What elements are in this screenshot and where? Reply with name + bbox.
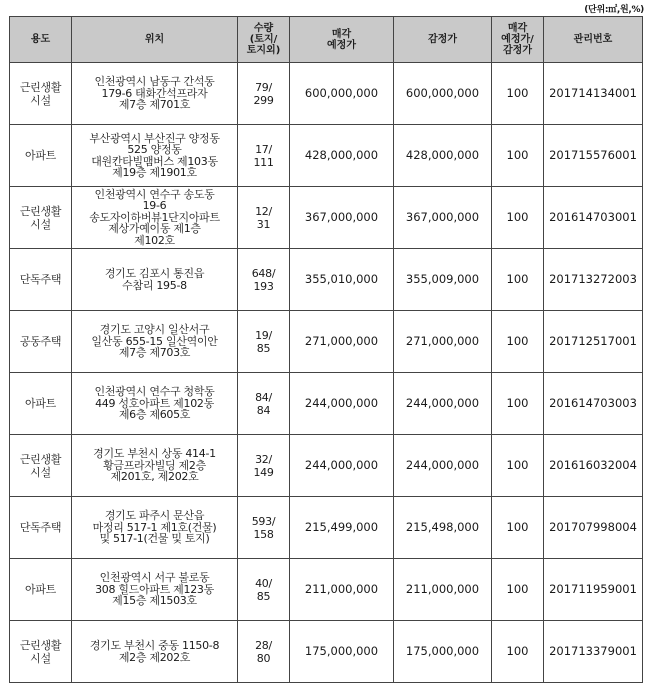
appraisal-cell: 175,000,000: [394, 621, 492, 683]
sale-price-cell: 271,000,000: [290, 311, 394, 373]
usage-cell: 근린생활 시설: [10, 63, 72, 125]
quantity-cell: 28/ 80: [238, 621, 290, 683]
header-row: [10, 17, 643, 63]
code-cell: 201707998004: [544, 497, 643, 559]
ratio-cell: 100: [492, 187, 544, 249]
quantity-cell: 648/ 193: [238, 249, 290, 311]
location-cell: 부산광역시 부산진구 양정동 525 양정동 대원칸타빌맴버스 제103동 제19층 제1901호: [72, 125, 238, 187]
sale-price-cell: 244,000,000: [290, 373, 394, 435]
ratio-cell: 100: [492, 621, 544, 683]
quantity-cell: 17/ 111: [238, 125, 290, 187]
table-row: [10, 435, 643, 497]
usage-cell: 아파트: [10, 373, 72, 435]
header-location: 위치: [72, 17, 238, 63]
header-sale-price: 매각 예정가: [290, 17, 394, 63]
sale-price-cell: 428,000,000: [290, 125, 394, 187]
quantity-cell: 12/ 31: [238, 187, 290, 249]
usage-cell: 근린생활 시설: [10, 435, 72, 497]
table-row: [10, 373, 643, 435]
sale-price-cell: 244,000,000: [290, 435, 394, 497]
quantity-cell: 593/ 158: [238, 497, 290, 559]
usage-cell: 아파트: [10, 559, 72, 621]
sale-price-cell: 215,499,000: [290, 497, 394, 559]
ratio-cell: 100: [492, 63, 544, 125]
code-cell: 201614703003: [544, 373, 643, 435]
location-cell: 경기도 파주시 문산읍 마정리 517-1 제1호(건물) 및 517-1(건물 및 토지): [72, 497, 238, 559]
appraisal-cell: 271,000,000: [394, 311, 492, 373]
usage-cell: 아파트: [10, 125, 72, 187]
header-usage: 용도: [10, 17, 72, 63]
usage-cell: 단독주택: [10, 249, 72, 311]
appraisal-cell: 244,000,000: [394, 435, 492, 497]
code-cell: 201711959001: [544, 559, 643, 621]
usage-cell: 근린생활 시설: [10, 187, 72, 249]
appraisal-cell: 215,498,000: [394, 497, 492, 559]
table-row: [10, 125, 643, 187]
ratio-cell: 100: [492, 311, 544, 373]
appraisal-cell: 355,009,000: [394, 249, 492, 311]
sale-price-cell: 367,000,000: [290, 187, 394, 249]
quantity-cell: 19/ 85: [238, 311, 290, 373]
usage-cell: 공동주택: [10, 311, 72, 373]
code-cell: 201616032004: [544, 435, 643, 497]
ratio-cell: 100: [492, 435, 544, 497]
table-row: [10, 559, 643, 621]
table-row: [10, 311, 643, 373]
quantity-cell: 84/ 84: [238, 373, 290, 435]
code-cell: 201713379001: [544, 621, 643, 683]
usage-cell: 근린생활 시설: [10, 621, 72, 683]
table-row: [10, 249, 643, 311]
header-appraisal: 감정가: [394, 17, 492, 63]
appraisal-cell: 428,000,000: [394, 125, 492, 187]
code-cell: 201614703001: [544, 187, 643, 249]
location-cell: 인천광역시 연수구 청학동 449 성호아파트 제102동 제6층 제605호: [72, 373, 238, 435]
table-row: [10, 497, 643, 559]
header-code: 관리번호: [544, 17, 643, 63]
location-cell: 인천광역시 서구 불로동 308 힐드아파트 제123동 제15층 제1503호: [72, 559, 238, 621]
sale-price-cell: 355,010,000: [290, 249, 394, 311]
appraisal-cell: 211,000,000: [394, 559, 492, 621]
table-row: [10, 63, 643, 125]
quantity-cell: 40/ 85: [238, 559, 290, 621]
table-row: [10, 187, 643, 249]
location-cell: 경기도 김포시 통진읍 수참리 195-8: [72, 249, 238, 311]
location-cell: 인천광역시 연수구 송도동 19-6 송도자이하버뷰1단지아파트 제상가예이동 제1층 제102호: [72, 187, 238, 249]
ratio-cell: 100: [492, 559, 544, 621]
quantity-cell: 32/ 149: [238, 435, 290, 497]
property-table: [9, 16, 643, 683]
unit-note: (단위:㎡,원,%): [584, 5, 644, 15]
code-cell: 201715576001: [544, 125, 643, 187]
ratio-cell: 100: [492, 125, 544, 187]
ratio-cell: 100: [492, 249, 544, 311]
location-cell: 인천광역시 남동구 간석동 179-6 태화간석프라자 제7층 제701호: [72, 63, 238, 125]
ratio-cell: 100: [492, 373, 544, 435]
code-cell: 201713272003: [544, 249, 643, 311]
quantity-cell: 79/ 299: [238, 63, 290, 125]
ratio-cell: 100: [492, 497, 544, 559]
location-cell: 경기도 고양시 일산서구 일산동 655-15 일산역이안 제7층 제703호: [72, 311, 238, 373]
table-row: [10, 621, 643, 683]
code-cell: 201712517001: [544, 311, 643, 373]
header-quantity: 수량 (토지/ 토지외): [238, 17, 290, 63]
header-ratio: 매각 예정가/ 감정가: [492, 17, 544, 63]
location-cell: 경기도 부천시 중동 1150-8 제2층 제202호: [72, 621, 238, 683]
usage-cell: 단독주택: [10, 497, 72, 559]
appraisal-cell: 367,000,000: [394, 187, 492, 249]
sale-price-cell: 600,000,000: [290, 63, 394, 125]
appraisal-cell: 244,000,000: [394, 373, 492, 435]
code-cell: 201714134001: [544, 63, 643, 125]
location-cell: 경기도 부천시 상동 414-1 황금프라자빌딩 제2층 제201호, 제202호: [72, 435, 238, 497]
sale-price-cell: 175,000,000: [290, 621, 394, 683]
sale-price-cell: 211,000,000: [290, 559, 394, 621]
appraisal-cell: 600,000,000: [394, 63, 492, 125]
